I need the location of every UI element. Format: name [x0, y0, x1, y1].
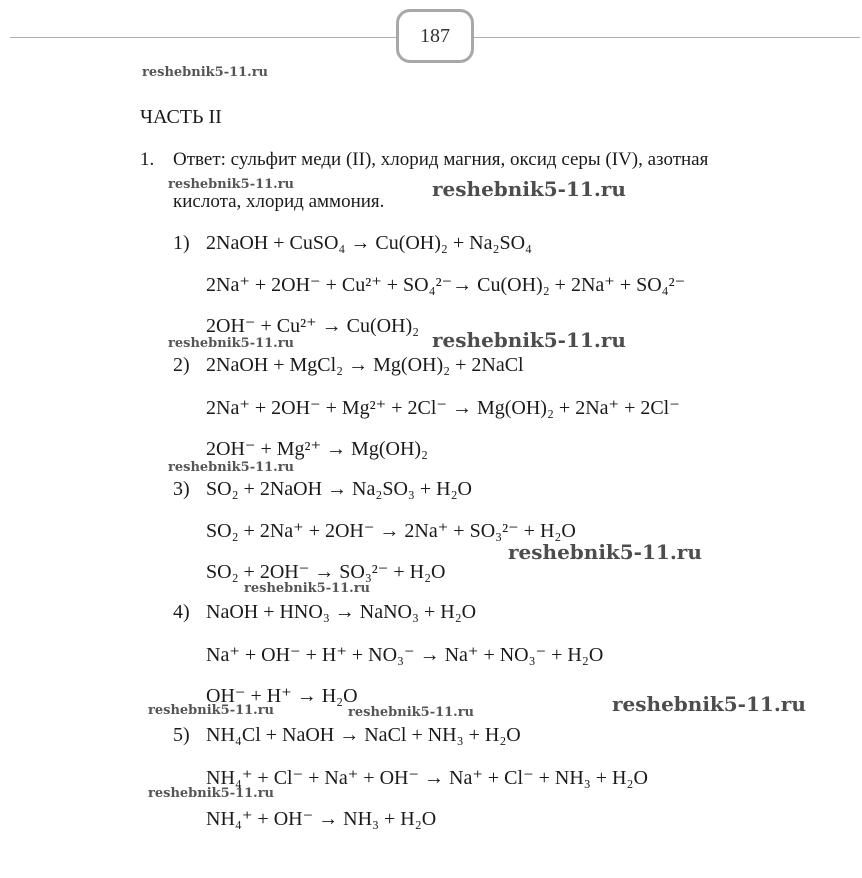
molecular-equation: 2NaOH + MgCl₂ → Mg(OH)₂ + 2NaCl	[206, 354, 524, 376]
watermark: reshebnik5-11.ru	[148, 786, 275, 801]
reaction-label: 2)	[173, 354, 190, 376]
task-number: 1.	[140, 149, 155, 170]
section-title: ЧАСТЬ II	[140, 106, 222, 128]
full-ionic-equation: Na⁺ + OH⁻ + H⁺ + NO₃⁻ → Na⁺ + NO₃⁻ + H₂O	[206, 644, 604, 666]
watermark: reshebnik5-11.ru	[168, 460, 295, 475]
short-ionic-equation: NH₄⁺ + OH⁻ → NH₃ + H₂O	[206, 808, 437, 830]
watermark: reshebnik5-11.ru	[612, 692, 806, 716]
molecular-equation: NaOH + HNO₃ → NaNO₃ + H₂O	[206, 601, 477, 623]
molecular-equation: 2NaOH + CuSO₄ → Cu(OH)₂ + Na₂SO₄	[206, 232, 532, 254]
answer-text: кислота, хлорид аммония.	[173, 191, 385, 212]
header-rule-right	[474, 37, 860, 38]
molecular-equation: NH₄Cl + NaOH → NaCl + NH₃ + H₂O	[206, 724, 521, 746]
molecular-equation: SO₂ + 2NaOH → Na₂SO₃ + H₂O	[206, 478, 472, 500]
short-ionic-equation: 2OH⁻ + Mg²⁺ → Mg(OH)₂	[206, 438, 429, 460]
watermark: reshebnik5-11.ru	[244, 581, 371, 596]
full-ionic-equation: 2Na⁺ + 2OH⁻ + Cu²⁺ + SO₄²⁻→ Cu(OH)₂ + 2Na⁺ + SO₄²⁻	[206, 274, 686, 296]
watermark: reshebnik5-11.ru	[348, 705, 475, 720]
reaction-label: 1)	[173, 232, 190, 254]
full-ionic-equation: SO₂ + 2Na⁺ + 2OH⁻ → 2Na⁺ + SO₃²⁻ + H₂O	[206, 520, 576, 542]
watermark: reshebnik5-11.ru	[508, 540, 702, 564]
short-ionic-equation: 2OH⁻ + Cu²⁺ → Cu(OH)₂	[206, 315, 420, 337]
watermark: reshebnik5-11.ru	[168, 177, 295, 192]
short-ionic-equation: SO₂ + 2OH⁻ → SO₃²⁻ + H₂O	[206, 561, 446, 583]
watermark: reshebnik5-11.ru	[432, 328, 626, 352]
watermark: reshebnik5-11.ru	[168, 336, 295, 351]
short-ionic-equation: OH⁻ + H⁺ → H₂O	[206, 685, 358, 707]
watermark: reshebnik5-11.ru	[148, 703, 275, 718]
reaction-label: 3)	[173, 478, 190, 500]
full-ionic-equation: NH₄⁺ + Cl⁻ + Na⁺ + OH⁻ → Na⁺ + Cl⁻ + NH₃ + H₂O	[206, 767, 648, 789]
watermark: reshebnik5-11.ru	[432, 177, 626, 201]
reaction-label: 4)	[173, 601, 190, 623]
page-number: 187	[396, 9, 474, 63]
answer-text: Ответ: сульфит меди (II), хлорид магния, оксид серы (IV), азотная	[173, 149, 709, 170]
reaction-label: 5)	[173, 724, 190, 746]
watermark: reshebnik5-11.ru	[142, 65, 269, 80]
header-rule-left	[10, 37, 398, 38]
full-ionic-equation: 2Na⁺ + 2OH⁻ + Mg²⁺ + 2Cl⁻ → Mg(OH)₂ + 2Na⁺ + 2Cl⁻	[206, 397, 680, 419]
